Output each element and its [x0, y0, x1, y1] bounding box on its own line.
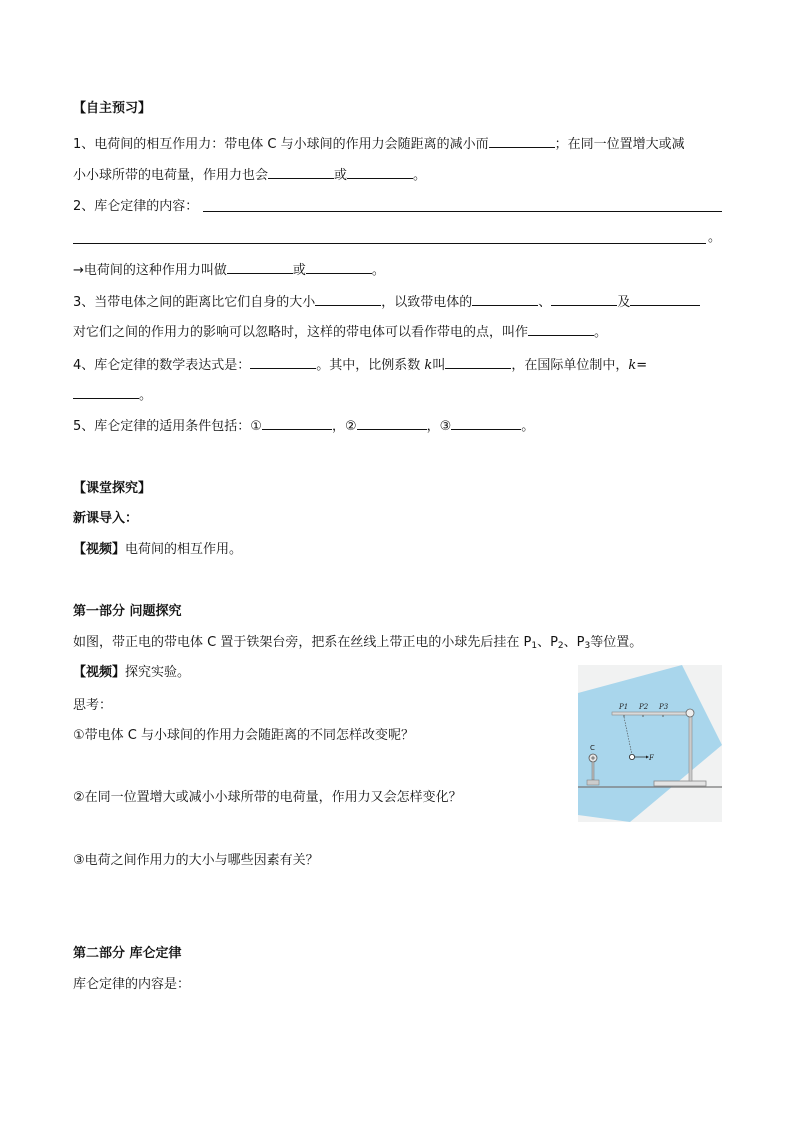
blank-2[interactable] [268, 165, 334, 179]
label-f: F [649, 754, 654, 762]
video-1 [73, 541, 242, 559]
question-2-line-3 [73, 260, 385, 280]
insulating-post [592, 762, 594, 780]
blank-12[interactable] [528, 322, 594, 336]
p1-sub-1: 1 [531, 641, 538, 651]
blank-13[interactable] [250, 355, 316, 369]
video-1-tag: 【视频】 [73, 542, 126, 557]
q1-text-b: ；在同一位置增大或减 [554, 137, 685, 152]
blank-14[interactable] [445, 355, 511, 369]
q3-text-e: 对它们之间的作用力的影响可以忽略时，这样的带电体可以看作带电的点，叫作 [73, 325, 529, 340]
q4-text-a: 4、库仑定律的数学表达式是： [73, 358, 251, 373]
q1-text-a: 1、电荷间的相互作用力：带电体 C 与小球间的作用力会随距离的减小而 [73, 137, 489, 152]
q4-text-c: 叫 [432, 358, 446, 373]
video-2-text: 探究实验。 [125, 665, 191, 680]
think-question-2: ②在同一位置增大或减小小球所带的电荷量，作用力又会怎样变化？ [73, 790, 462, 805]
new-lesson-intro: 新课导入： [73, 511, 139, 526]
part-1-description [73, 634, 642, 652]
video-2-tag: 【视频】 [73, 665, 126, 680]
p1-desc-p2: 、P [537, 635, 558, 650]
q3-text-c: 、 [538, 295, 552, 310]
video-2 [73, 664, 190, 682]
blank-9[interactable] [472, 292, 538, 306]
clamp-icon [686, 709, 694, 717]
q3-text-d: 及 [617, 295, 631, 310]
question-2-line-1 [73, 198, 198, 216]
q5-text-a: 5、库仑定律的适用条件包括：① [73, 419, 262, 434]
blank-1[interactable] [489, 134, 555, 148]
q4-text-b: 。其中，比例系数 [316, 358, 425, 373]
p1-sub-3: 3 [584, 641, 591, 651]
q4-text-e: = [636, 358, 648, 373]
part-2-text: 库仑定律的内容是： [73, 977, 191, 992]
label-p3: P3 [659, 703, 669, 711]
k-symbol-2: k [628, 358, 637, 373]
q2-text-d: 或 [292, 263, 306, 278]
q4-text-d: ，在国际单位制中， [511, 358, 629, 373]
question-4-line-2 [73, 385, 152, 405]
p1-desc-a: 如图，带正电的带电体 C 置于铁架台旁，把系在丝线上带正电的小球先后挂在 P [73, 635, 532, 650]
q2-end: 。 [708, 230, 722, 245]
blank-10[interactable] [551, 292, 617, 306]
p1-desc-p3: 、P [563, 635, 585, 650]
blank-8[interactable] [315, 292, 381, 306]
k-symbol: k [424, 358, 433, 373]
p1-sub-2: 2 [557, 641, 564, 651]
part-2-title: 第二部分 库仑定律 [73, 946, 182, 961]
q3-text-b: ，以致带电体的 [381, 295, 473, 310]
experiment-figure [578, 665, 722, 822]
blank-7[interactable] [306, 260, 372, 274]
class-heading: 【课堂探究】 [73, 481, 152, 496]
blank-15[interactable] [73, 385, 139, 399]
blank-11[interactable] [630, 292, 700, 306]
q2-text-a: 2、库仑定律的内容： [73, 199, 199, 214]
question-3-line-1 [73, 292, 700, 312]
think-question-3: ③电荷之间作用力的大小与哪些因素有关？ [73, 853, 319, 868]
q3-text-a: 3、当带电体之间的距离比它们自身的大小 [73, 295, 316, 310]
q4-text-f: 。 [139, 388, 153, 403]
label-p1: P1 [619, 703, 629, 711]
blank-3[interactable] [347, 165, 413, 179]
label-c: C [590, 744, 595, 752]
question-3-line-2 [73, 322, 607, 342]
think-question-1: ①带电体 C 与小球间的作用力会随距离的不同怎样改变呢？ [73, 728, 414, 743]
preview-heading: 【自主预习】 [73, 101, 152, 116]
label-p2: P2 [639, 703, 649, 711]
stand-rod [689, 711, 692, 781]
q1-text-c: 小小球所带的电荷量，作用力也会 [73, 168, 269, 183]
blank-17[interactable] [357, 416, 427, 430]
horizontal-bar [612, 712, 692, 715]
video-1-text: 电荷间的相互作用。 [125, 542, 243, 557]
q1-text-d: 或 [334, 168, 348, 183]
p1-desc-b: 等位置。 [590, 635, 643, 650]
q2-text-e: 。 [371, 263, 385, 278]
question-5 [73, 416, 534, 436]
q2-text-c: →电荷间的这种作用力叫做 [73, 263, 227, 278]
charged-ball [629, 754, 634, 759]
blank-18[interactable] [451, 416, 521, 430]
think-label: 思考： [73, 698, 113, 713]
blank-16[interactable] [262, 416, 332, 430]
stand-base [654, 781, 706, 786]
blank-4[interactable] [203, 210, 722, 212]
blank-6[interactable] [227, 260, 293, 274]
blank-5[interactable] [73, 242, 706, 244]
post-base [587, 780, 599, 785]
part-1-title: 第一部分 问题探究 [73, 604, 182, 619]
q1-text-e: 。 [413, 168, 427, 183]
question-4-line-1 [73, 355, 647, 375]
q5-text-d: 。 [521, 419, 535, 434]
q5-text-c: ，③ [426, 419, 452, 434]
question-1-line-1 [73, 134, 685, 154]
question-1-line-2 [73, 165, 426, 185]
q5-text-b: ，② [331, 419, 357, 434]
q3-text-f: 。 [594, 325, 608, 340]
